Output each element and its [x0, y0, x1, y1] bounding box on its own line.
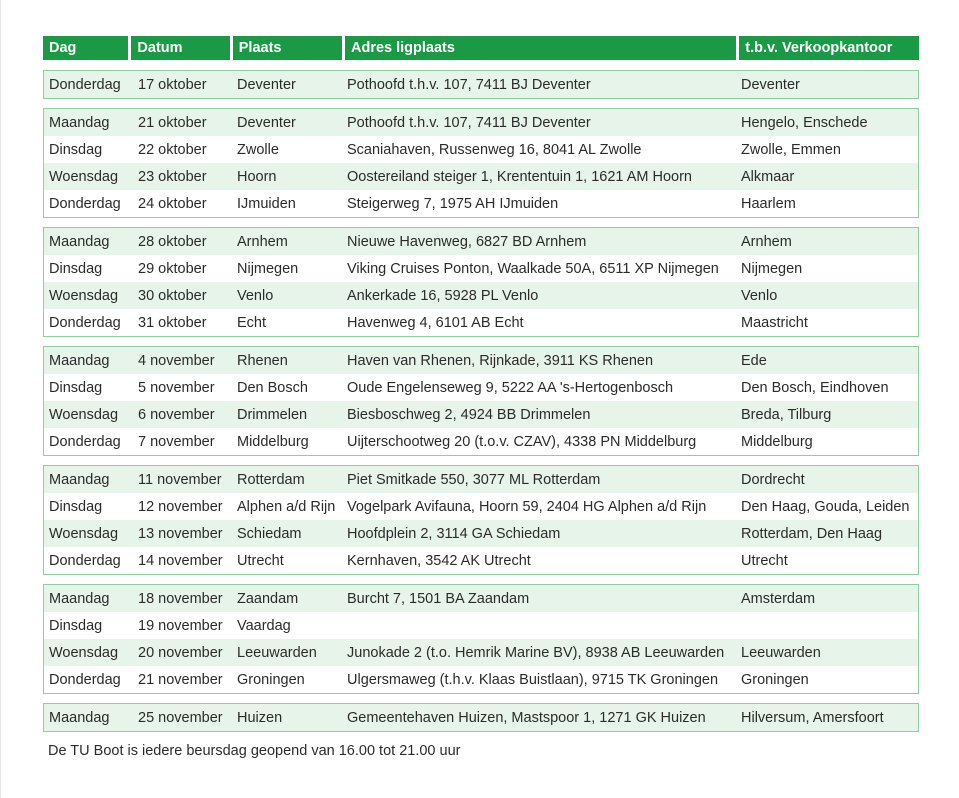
cell-dag: Donderdag: [49, 195, 121, 212]
cell-plaats: Venlo: [237, 287, 274, 304]
cell-kantoor: Maastricht: [741, 314, 808, 331]
cell-adres: Ankerkade 16, 5928 PL Venlo: [347, 287, 539, 304]
cell-kantoor: Dordrecht: [741, 471, 805, 488]
cell-kantoor: Arnhem: [741, 233, 792, 250]
table-row: [44, 71, 918, 98]
cell-kantoor: Deventer: [741, 76, 800, 93]
cell-dag: Dinsdag: [49, 617, 103, 634]
cell-datum: 17 oktober: [138, 76, 207, 93]
cell-datum: 12 november: [138, 498, 223, 515]
week-group: [43, 465, 919, 575]
cell-dag: Donderdag: [49, 314, 121, 331]
table-row: [44, 520, 918, 547]
cell-plaats: Drimmelen: [237, 406, 308, 423]
table-row: [44, 466, 918, 493]
cell-kantoor: Zwolle, Emmen: [741, 141, 841, 158]
cell-adres: Hoofdplein 2, 3114 GA Schiedam: [347, 525, 561, 542]
table-row: [44, 428, 918, 455]
cell-adres: Junokade 2 (t.o. Hemrik Marine BV), 8938 AB Leeuwarden: [347, 644, 725, 661]
cell-plaats: Den Bosch: [237, 379, 308, 396]
table-row: [44, 585, 918, 612]
table-row: [44, 347, 918, 374]
cell-adres: Haven van Rhenen, Rijnkade, 3911 KS Rhenen: [347, 352, 654, 369]
cell-adres: Nieuwe Havenweg, 6827 BD Arnhem: [347, 233, 587, 250]
cell-adres: Piet Smitkade 550, 3077 ML Rotterdam: [347, 471, 601, 488]
cell-plaats: Zaandam: [237, 590, 299, 607]
table-body: [43, 70, 919, 732]
table-row: [44, 401, 918, 428]
cell-kantoor: Amsterdam: [741, 590, 816, 607]
cell-adres: Uijterschootweg 20 (t.o.v. CZAV), 4338 PN Middelburg: [347, 433, 697, 450]
cell-datum: 23 oktober: [138, 168, 207, 185]
cell-dag: Maandag: [49, 233, 110, 250]
cell-kantoor: Den Haag, Gouda, Leiden: [741, 498, 910, 515]
header-kantoor: t.b.v. Verkoopkantoor: [739, 36, 919, 60]
cell-kantoor: Nijmegen: [741, 260, 803, 277]
cell-plaats: Arnhem: [237, 233, 288, 250]
cell-dag: Donderdag: [49, 552, 121, 569]
cell-plaats: Huizen: [237, 709, 283, 726]
cell-adres: Gemeentehaven Huizen, Mastspoor 1, 1271 GK Huizen: [347, 709, 706, 726]
table-row: [44, 190, 918, 217]
cell-dag: Woensdag: [49, 644, 119, 661]
cell-datum: 29 oktober: [138, 260, 207, 277]
table-row: [44, 136, 918, 163]
cell-plaats: Alphen a/d Rijn: [237, 498, 336, 515]
cell-kantoor: Groningen: [741, 671, 809, 688]
week-group: [43, 703, 919, 732]
cell-kantoor: Hengelo, Enschede: [741, 114, 868, 131]
table-row: [44, 493, 918, 520]
opening-hours-note: De TU Boot is iedere beursdag geopend van 16.00 tot 21.00 uur: [48, 743, 461, 759]
cell-plaats: Deventer: [237, 114, 296, 131]
cell-datum: 22 oktober: [138, 141, 207, 158]
cell-plaats: Echt: [237, 314, 267, 331]
cell-dag: Donderdag: [49, 671, 121, 688]
cell-plaats: IJmuiden: [237, 195, 296, 212]
cell-kantoor: Leeuwarden: [741, 644, 821, 661]
cell-datum: 13 november: [138, 525, 223, 542]
cell-dag: Maandag: [49, 471, 110, 488]
cell-plaats: Rotterdam: [237, 471, 305, 488]
cell-datum: 11 november: [138, 471, 222, 488]
cell-datum: 21 november: [138, 671, 223, 688]
cell-dag: Woensdag: [49, 168, 119, 185]
cell-plaats: Utrecht: [237, 552, 284, 569]
cell-dag: Maandag: [49, 352, 110, 369]
cell-plaats: Vaardag: [237, 617, 291, 634]
cell-dag: Donderdag: [49, 433, 121, 450]
cell-dag: Woensdag: [49, 406, 119, 423]
table-row: [44, 282, 918, 309]
cell-kantoor: Haarlem: [741, 195, 796, 212]
table-row: [44, 374, 918, 401]
cell-dag: Dinsdag: [49, 260, 103, 277]
header-adres: Adres ligplaats: [345, 36, 736, 60]
cell-kantoor: Alkmaar: [741, 168, 795, 185]
cell-dag: Maandag: [49, 114, 110, 131]
cell-datum: 5 november: [138, 379, 215, 396]
cell-plaats: Nijmegen: [237, 260, 299, 277]
week-group: [43, 70, 919, 99]
cell-dag: Donderdag: [49, 76, 121, 93]
cell-plaats: Schiedam: [237, 525, 302, 542]
cell-plaats: Zwolle: [237, 141, 279, 158]
cell-adres: Viking Cruises Ponton, Waalkade 50A, 6511 XP Nijmegen: [347, 260, 719, 277]
cell-datum: 18 november: [138, 590, 223, 607]
cell-adres: Pothoofd t.h.v. 107, 7411 BJ Deventer: [347, 76, 591, 93]
cell-kantoor: Venlo: [741, 287, 778, 304]
table-row: [44, 309, 918, 336]
cell-datum: 7 november: [138, 433, 215, 450]
cell-datum: 20 november: [138, 644, 223, 661]
cell-plaats: Hoorn: [237, 168, 277, 185]
table-row: [44, 255, 918, 282]
cell-kantoor: Den Bosch, Eindhoven: [741, 379, 889, 396]
cell-adres: Kernhaven, 3542 AK Utrecht: [347, 552, 531, 569]
cell-dag: Maandag: [49, 709, 110, 726]
cell-kantoor: Ede: [741, 352, 767, 369]
cell-kantoor: Breda, Tilburg: [741, 406, 832, 423]
table-row: [44, 163, 918, 190]
cell-dag: Woensdag: [49, 287, 119, 304]
table-row: [44, 109, 918, 136]
cell-plaats: Groningen: [237, 671, 305, 688]
cell-adres: Steigerweg 7, 1975 AH IJmuiden: [347, 195, 559, 212]
schedule-table: [43, 36, 919, 741]
cell-adres: Burcht 7, 1501 BA Zaandam: [347, 590, 530, 607]
cell-adres: Ulgersmaweg (t.h.v. Klaas Buistlaan), 9715 TK Groningen: [347, 671, 719, 688]
cell-adres: Pothoofd t.h.v. 107, 7411 BJ Deventer: [347, 114, 591, 131]
table-row: [44, 228, 918, 255]
header-dag: Dag: [43, 36, 128, 60]
week-group: [43, 584, 919, 694]
cell-adres: Oude Engelenseweg 9, 5222 AA 's-Hertogenbosch: [347, 379, 674, 396]
cell-kantoor: Middelburg: [741, 433, 813, 450]
cell-adres: Biesboschweg 2, 4924 BB Drimmelen: [347, 406, 591, 423]
cell-kantoor: Rotterdam, Den Haag: [741, 525, 883, 542]
cell-datum: 28 oktober: [138, 233, 207, 250]
cell-datum: 4 november: [138, 352, 215, 369]
cell-adres: Scaniahaven, Russenweg 16, 8041 AL Zwolle: [347, 141, 642, 158]
cell-dag: Dinsdag: [49, 141, 103, 158]
week-group: [43, 346, 919, 456]
cell-kantoor: Utrecht: [741, 552, 788, 569]
cell-plaats: Middelburg: [237, 433, 309, 450]
table-header: [43, 36, 919, 60]
cell-datum: 19 november: [138, 617, 223, 634]
cell-datum: 31 oktober: [138, 314, 207, 331]
header-plaats: Plaats: [233, 36, 342, 60]
cell-datum: 21 oktober: [138, 114, 207, 131]
table-row: [44, 704, 918, 731]
table-row: [44, 666, 918, 693]
cell-dag: Dinsdag: [49, 498, 103, 515]
week-group: [43, 108, 919, 218]
cell-adres: Oostereiland steiger 1, Krententuin 1, 1621 AM Hoorn: [347, 168, 692, 185]
page-edge: [0, 0, 1, 798]
table-row: [44, 612, 918, 639]
header-datum: Datum: [131, 36, 229, 60]
cell-dag: Woensdag: [49, 525, 119, 542]
cell-adres: Vogelpark Avifauna, Hoorn 59, 2404 HG Alphen a/d Rijn: [347, 498, 707, 515]
cell-dag: Maandag: [49, 590, 110, 607]
cell-kantoor: Hilversum, Amersfoort: [741, 709, 884, 726]
cell-datum: 6 november: [138, 406, 215, 423]
table-row: [44, 639, 918, 666]
cell-plaats: Rhenen: [237, 352, 288, 369]
cell-plaats: Leeuwarden: [237, 644, 317, 661]
cell-datum: 24 oktober: [138, 195, 207, 212]
cell-adres: Havenweg 4, 6101 AB Echt: [347, 314, 524, 331]
cell-datum: 14 november: [138, 552, 223, 569]
cell-plaats: Deventer: [237, 76, 296, 93]
cell-datum: 25 november: [138, 709, 223, 726]
week-group: [43, 227, 919, 337]
cell-datum: 30 oktober: [138, 287, 207, 304]
cell-dag: Dinsdag: [49, 379, 103, 396]
table-row: [44, 547, 918, 574]
